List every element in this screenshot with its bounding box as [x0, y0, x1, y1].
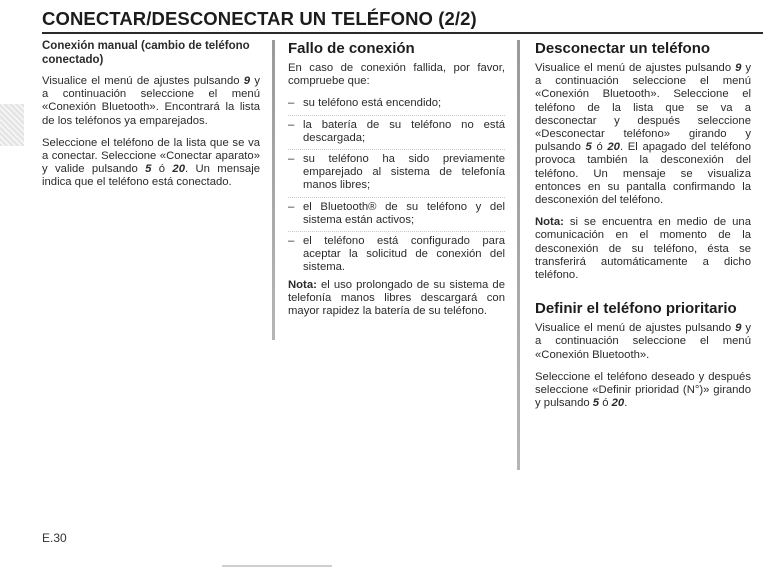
text-run: Visualice el menú de ajustes pulsando: [535, 322, 736, 335]
key-reference: 5: [145, 163, 152, 176]
column-divider-2: [517, 40, 520, 470]
text-run: ó: [591, 141, 608, 154]
disconnect-phone-note: [535, 216, 751, 282]
connection-failure-note: [288, 279, 505, 319]
text-run: Seleccione el teléfono de la lista que se va a conectar. Seleccione «Conectar aparato» y valide pulsando: [42, 136, 260, 176]
key-reference: 5: [592, 397, 600, 410]
manual-connection-subheading: Conexión manual (cambio de teléfono conectado): [42, 40, 250, 66]
column-divider-1: [272, 40, 275, 340]
text-run: Visualice el menú de ajustes pulsando: [42, 75, 244, 87]
column-connection-failure: [288, 40, 505, 327]
connection-failure-intro: En caso de conexión fallida, por favor, compruebe que:: [288, 62, 505, 88]
priority-phone-heading: Definir el teléfono prioritario: [535, 300, 737, 318]
key-reference: 9: [735, 62, 742, 74]
disconnect-phone-heading: Desconectar un teléfono: [535, 40, 711, 57]
key-reference: 20: [172, 163, 185, 176]
chapter-side-tab: [0, 104, 24, 146]
manual-connection-paragraph-1: [42, 75, 260, 128]
checklist-item: – el Bluetooth® de su teléfono y del sistema están activos;: [288, 201, 505, 232]
connection-failure-heading: Fallo de conexión: [288, 40, 415, 57]
text-run: y a continuación seleccione el menú «Conexión Bluetooth».: [535, 322, 751, 361]
text-run: y a continuación seleccione el menú «Conexión Bluetooth». Seleccione el teléfono de la lista que se va a desconectar y después seleccione «Desconectar teléfono» girando y pulsando: [535, 62, 751, 154]
note-text: el uso prolongado de su sistema de telefonía manos libres descargará con mayor rapidez la batería de su teléfono.: [288, 278, 505, 318]
key-reference: 20: [611, 397, 625, 410]
text-run: ó: [151, 163, 173, 176]
note-label: Nota:: [535, 216, 564, 229]
key-reference: 9: [243, 75, 251, 87]
manual-connection-paragraph-2: [42, 137, 260, 190]
priority-phone-paragraph-2: [535, 371, 751, 411]
text-run: . Un mensaje indica que el teléfono está conectado.: [42, 163, 261, 189]
page-number: E.30: [42, 531, 67, 545]
text-run: Visualice el menú de ajustes pulsando: [535, 62, 736, 74]
key-reference: 5: [585, 141, 592, 154]
text-run: Seleccione el teléfono deseado y después seleccione «Definir prioridad (N°)» girando y pulsando: [535, 370, 751, 410]
page-title: CONECTAR/DESCONECTAR UN TELÉFONO (2/2): [42, 8, 477, 29]
column-disconnect-and-priority: [535, 40, 751, 419]
checklist-item: – el teléfono está configurado para aceptar la solicitud de conexión del sistema.: [288, 235, 505, 275]
connection-failure-checklist: [288, 97, 505, 274]
note-label: Nota:: [288, 278, 317, 291]
text-run: . El apagado del teléfono provoca también la desconexión del teléfono. Un mensaje se visualiza entonces en su pantalla confirmando la desconexión del teléfono.: [535, 141, 751, 207]
key-reference: 20: [607, 141, 620, 154]
text-run: y a continuación seleccione el menú «Conexión Bluetooth». Encontrará la lista de los teléfonos ya emparejados.: [42, 75, 260, 127]
note-text: si se encuentra en medio de una comunicación en el momento de la desconexión de su teléfono, ésta se transferirá automáticamente a dicho teléfono.: [535, 216, 751, 282]
footer-mark: [222, 565, 332, 567]
column-manual-connection: [42, 40, 260, 199]
priority-phone-paragraph-1: [535, 322, 751, 362]
checklist-item: – su teléfono ha sido previamente emparejado al sistema de telefonía manos libres;: [288, 153, 505, 198]
checklist-item: – su teléfono está encendido;: [288, 97, 505, 115]
disconnect-phone-paragraph: [535, 62, 751, 207]
text-run: .: [624, 397, 628, 410]
title-underline: [42, 32, 763, 34]
text-run: ó: [599, 397, 612, 410]
checklist-item: – la batería de su teléfono no está descargada;: [288, 119, 505, 150]
key-reference: 9: [735, 322, 742, 335]
